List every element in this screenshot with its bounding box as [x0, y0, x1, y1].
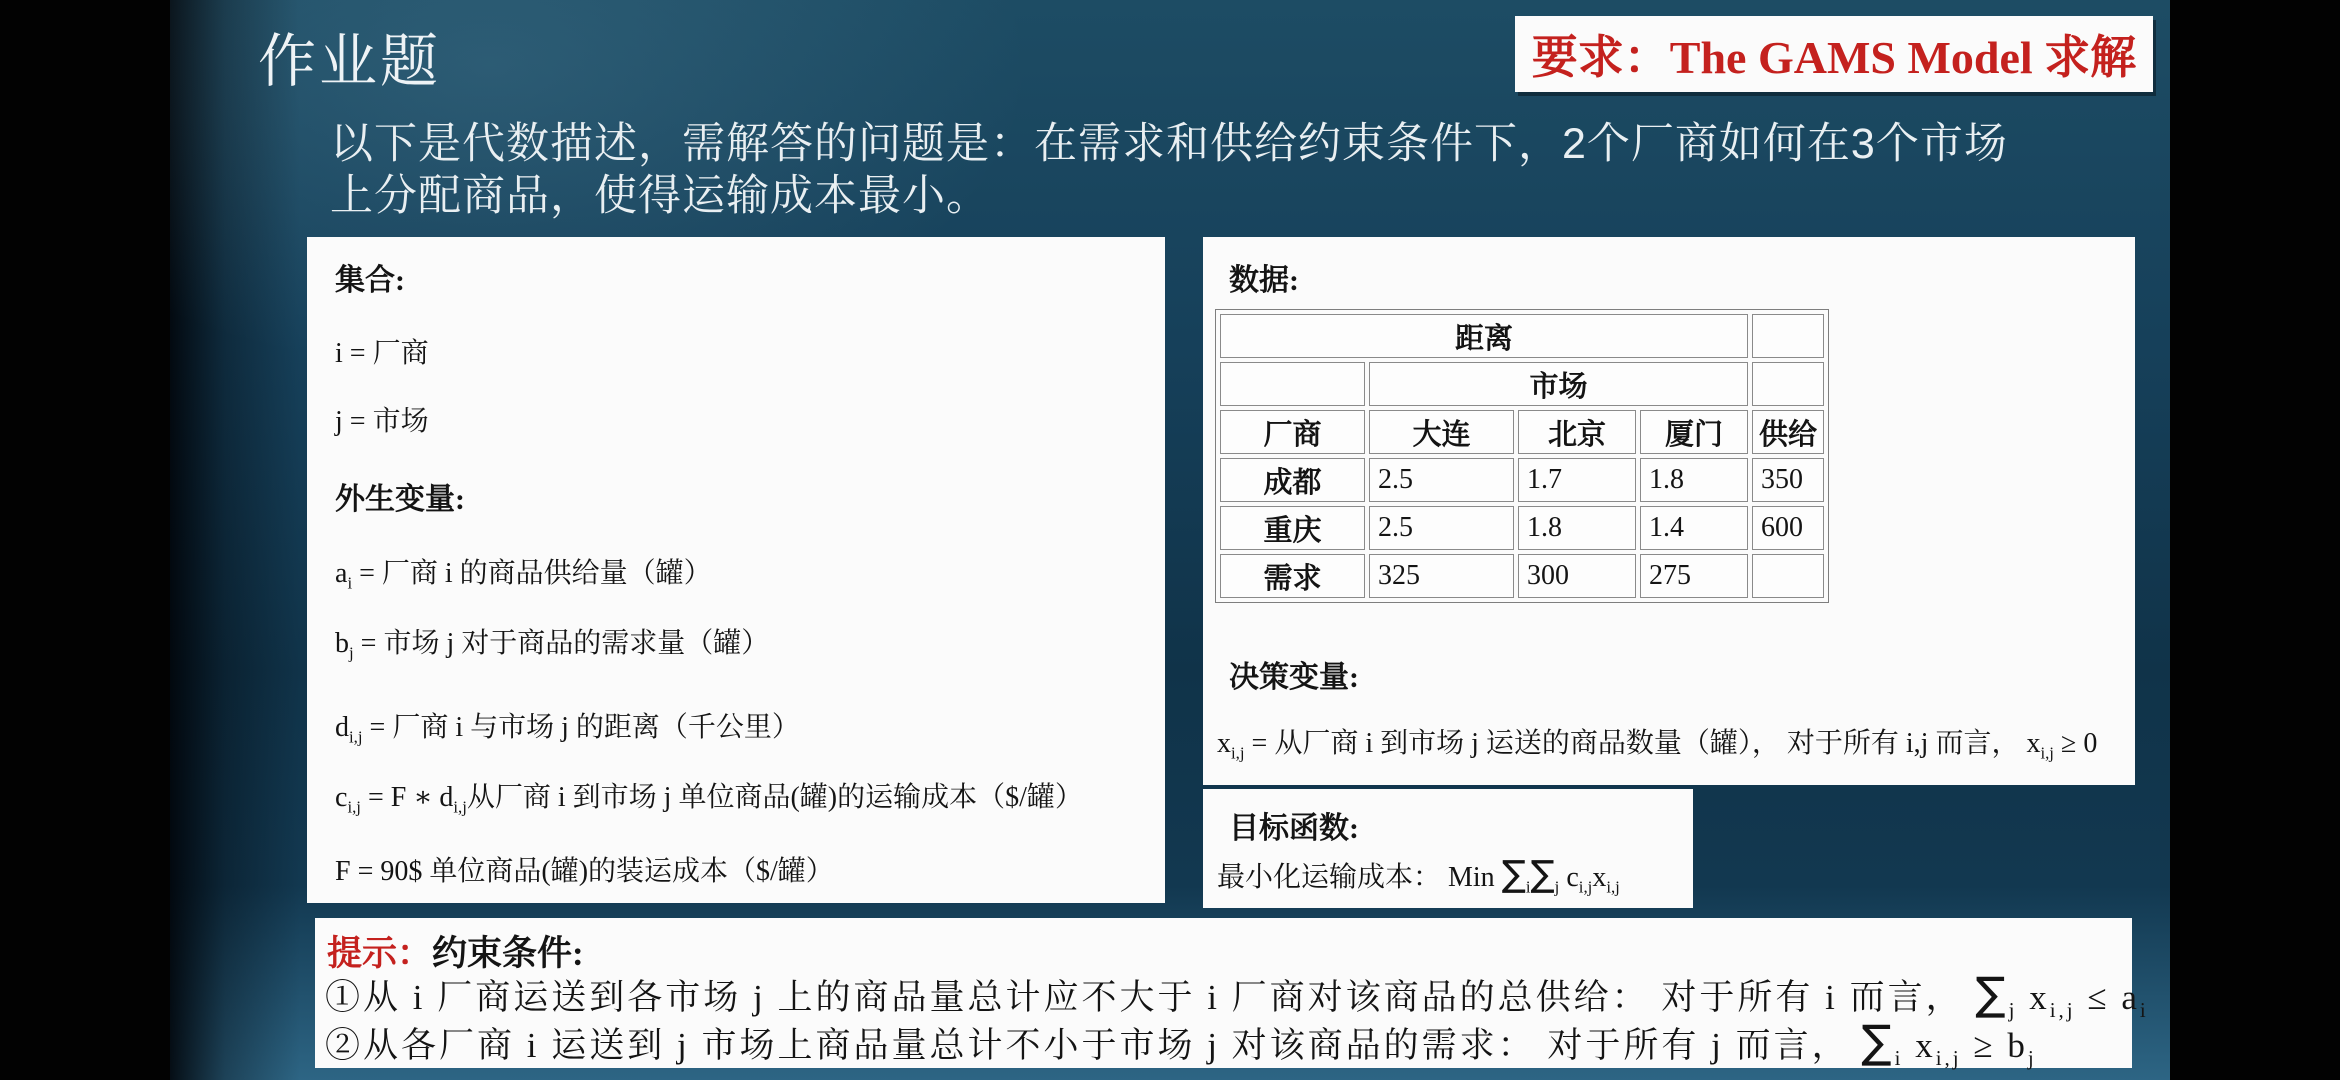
hint-heading-line	[327, 926, 584, 976]
left-letterbox-bar	[0, 0, 170, 1080]
column-header-dalian: 大连	[1369, 410, 1514, 454]
cost-var-line: $c_{i,j} = F$ ∗ $d_{i,j}$从厂商 i 到市场 j 单位商品(罐)的运输成本（$/罐）	[335, 782, 1083, 817]
empty-cell	[1220, 362, 1365, 406]
cell-value: 1.7	[1518, 458, 1636, 502]
cell-value: 2.5	[1369, 458, 1514, 502]
demand-var-line: $b_j$ = 市场 j 对于商品的需求量（罐）	[335, 628, 770, 663]
supply-var-line: $a_i$ = 厂商 i 的商品供给量（罐）	[335, 558, 712, 593]
set-j-line: j = 市场	[335, 406, 429, 437]
cell-value: 2.5	[1369, 506, 1514, 550]
data-panel	[1203, 237, 2135, 785]
data-heading: 数据:	[1229, 264, 1299, 297]
objective-panel	[1203, 789, 1693, 908]
distance-var-line: $d_{i,j}$ = 厂商 i 与市场 j 的距离（千公里）	[335, 712, 800, 747]
table-row-column-headers	[1220, 410, 1824, 454]
distance-data-table	[1215, 309, 1829, 603]
constraint-2-line: ②从各厂商 i 运送到 j 市场上商品量总计不小于市场 j 对该商品的需求： 对于所有 j 而言， $\sum_i$ $x_{i,j} \ge b_j$	[325, 1015, 2037, 1070]
distance-header-cell: 距离	[1220, 314, 1748, 358]
row-label: 需求	[1220, 554, 1365, 598]
decision-variables-heading: 决策变量:	[1229, 661, 1359, 694]
row-label: 重庆	[1220, 506, 1365, 550]
page-title: 作业题	[258, 29, 442, 94]
table-row-market	[1220, 362, 1824, 406]
empty-cell	[1752, 314, 1824, 358]
empty-cell	[1752, 362, 1824, 406]
requirement-badge: 要求：The GAMS Model 求解	[1515, 16, 2153, 92]
subtitle-line-2: 上分配商品，使得运输成本最小。	[330, 172, 990, 220]
hint-label: 提示：	[327, 934, 433, 973]
cell-value	[1752, 554, 1824, 598]
sets-heading: 集合:	[335, 264, 405, 297]
cell-value: 1.8	[1640, 458, 1748, 502]
market-header-cell: 市场	[1369, 362, 1748, 406]
cell-value: 300	[1518, 554, 1636, 598]
freight-var-line: F = 90$ 单位商品(罐)的装运成本（$/罐）	[335, 856, 834, 887]
cell-value: 1.4	[1640, 506, 1748, 550]
column-header-xiamen: 厦门	[1640, 410, 1748, 454]
constraint-1-line: ①从 i 厂商运送到各市场 j 上的商品量总计应不大于 i 厂商对该商品的总供给： 对于所有 i 而言， $\sum_j$ $x_{i,j} \le a_i$	[325, 967, 2149, 1022]
table-row-demand	[1220, 554, 1824, 598]
cell-value: 275	[1640, 554, 1748, 598]
set-i-line: i = 厂商	[335, 338, 429, 369]
cell-value: 325	[1369, 554, 1514, 598]
table-row-chengdu	[1220, 458, 1824, 502]
cell-value: 350	[1752, 458, 1824, 502]
cell-value: 1.8	[1518, 506, 1636, 550]
decision-variable-line: $x_{i,j}$ = 从厂商 i 到市场 j 运送的商品数量（罐）， 对于所有 i,j 而言， $x_{i,j} \ge 0$	[1217, 728, 2098, 763]
cell-value: 600	[1752, 506, 1824, 550]
table-row-chongqing	[1220, 506, 1824, 550]
sets-panel	[307, 237, 1165, 903]
constraints-label: 约束条件:	[432, 934, 584, 973]
column-header-plant: 厂商	[1220, 410, 1365, 454]
table-row-distance	[1220, 314, 1824, 358]
column-header-supply: 供给	[1752, 410, 1824, 454]
exogenous-heading: 外生变量:	[335, 483, 465, 516]
objective-formula-line: 最小化运输成本： Min $\sum_i\sum_j$ $c_{i,j}x_{i,j}$	[1217, 854, 1620, 897]
objective-heading: 目标函数:	[1229, 812, 1359, 845]
column-header-beijing: 北京	[1518, 410, 1636, 454]
row-label: 成都	[1220, 458, 1365, 502]
hint-panel	[315, 918, 2149, 1070]
right-letterbox-bar	[2170, 0, 2340, 1080]
subtitle-line-1: 以下是代数描述，需解答的问题是：在需求和供给约束条件下，2个厂商如何在3个市场	[330, 120, 2008, 168]
presentation-slide	[170, 0, 2170, 1080]
